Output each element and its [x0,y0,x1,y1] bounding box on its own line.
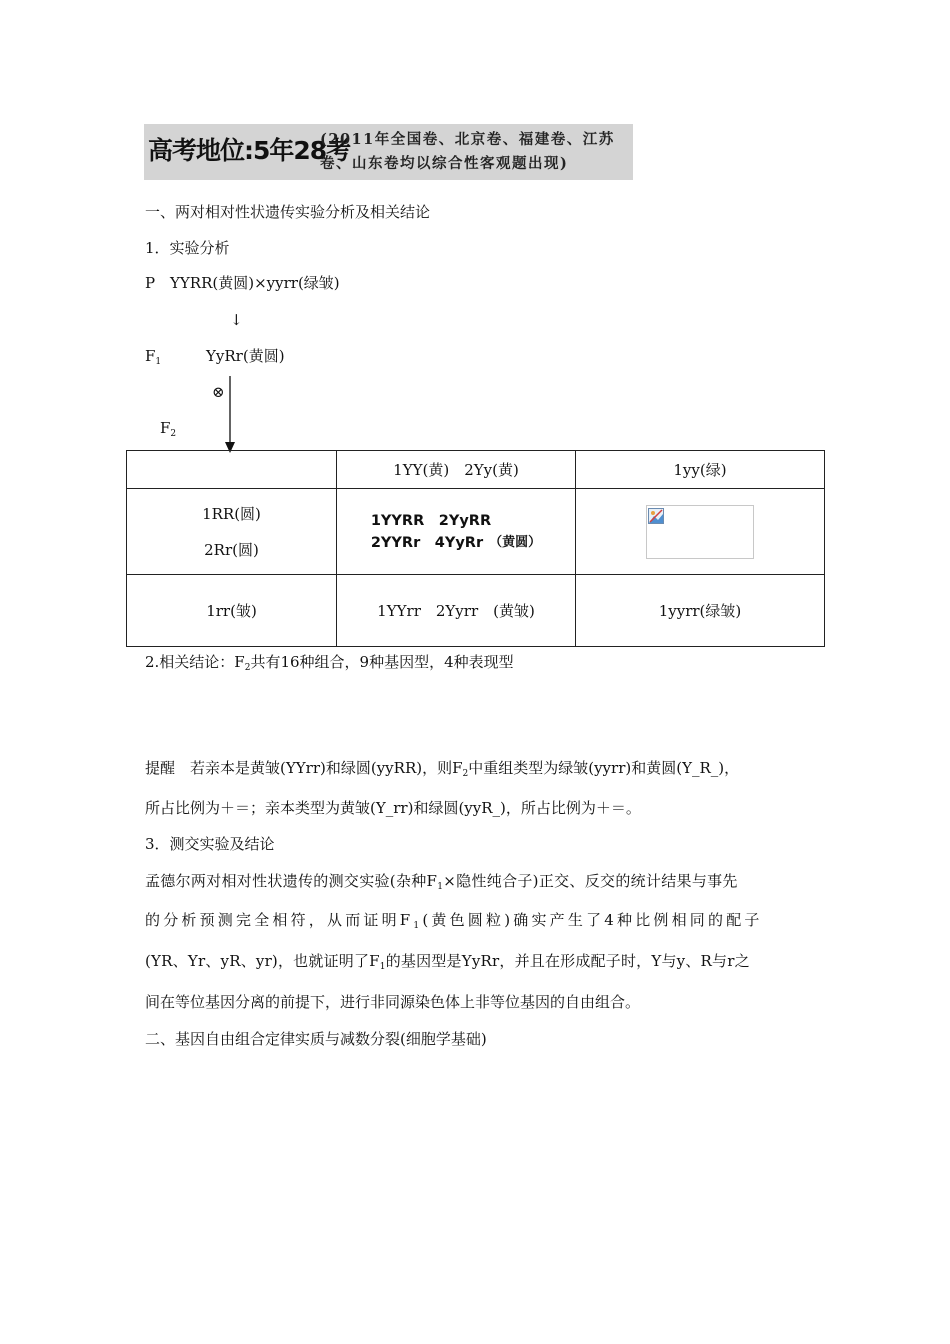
testcross-line4: 间在等位基因分离的前提下，进行非同源染色体上非等位基因的自由组合。 [145,993,641,1011]
related-conclusion: 2.相关结论：$F_2$共有16种组合，9种基因型，4种表现型 [145,653,514,673]
selfing-symbol: ⊗ [212,383,225,401]
subsection-experiment-analysis: 1．实验分析 [145,239,230,257]
broken-image-icon [648,508,664,524]
table-corner-cell [127,451,337,489]
down-arrow: ↓ [230,311,243,329]
table-row-round [127,489,825,575]
f1-genotype: YyRr(黄圆) [206,347,285,365]
banner-note-line1: (2011年全国卷、北京卷、福建卷、江苏 [320,131,615,148]
f1-label: $F_1$ [145,347,162,367]
banner-title: 高考地位:5年28考 [148,136,351,165]
table-row-wrinkled [127,575,825,647]
reminder-line1: 提醒 若亲本是黄皱(YYrr)和绿圆(yyRR)，则$F_2$中重组类型为绿皱(yyrr)和黄圆(Y_R_)， [145,759,740,779]
genotype-line1: 1YYRR 2YyRR [370,512,492,529]
exam-position-banner [144,124,633,180]
testcross-line2: 的分析预测完全相符，从而证明$F_1$(黄色圆粒)确实产生了4种比例相同的配子 [145,911,763,931]
genotype-line2: 2YYRr 4YyRr [370,534,484,551]
cell-green-round [576,489,825,575]
cell-yellow-round [337,489,576,575]
phenotype-yellow-round: （黄圆） [489,534,542,550]
label-rr-round: 1RR(圆) [202,504,261,523]
reminder-line2: 所占比例为＋＝；亲本类型为黄皱(Y_rr)和绿圆(yyR_)，所占比例为＋＝。 [145,799,641,817]
cell-green-wrinkled: 1yyrr(绿皱) [576,575,825,647]
section2-heading: 二、基因自由组合定律实质与减数分裂(细胞学基础) [145,1030,487,1048]
testcross-line1: 孟德尔两对相对性状遗传的测交实验(杂种$F_1\times$隐性纯合子)正交、反交的统计结果与事先 [145,872,738,892]
table-header-green: 1yy(绿) [576,451,825,489]
table-header-yellow: 1YY(黄) 2Yy(黄) [337,451,576,489]
selfing-arrow [220,376,240,454]
missing-image-placeholder [646,505,754,559]
section1-heading: 一、两对相对性状遗传实验分析及相关结论 [145,203,431,221]
f2-combination-table [126,450,825,647]
banner-note-line2: 卷、山东卷均以综合性客观题出现) [320,155,569,172]
cell-yellow-wrinkled: 1YYrr 2Yyrr (黄皱) [337,575,576,647]
table-header-row [127,451,825,489]
label-rr-het-round: 2Rr(圆) [204,540,259,559]
parent-cross: YYRR(黄圆)×yyrr(绿皱) [170,274,340,292]
testcross-heading: 3．测交实验及结论 [145,835,275,853]
f2-label: $F_2$ [160,419,177,439]
table-row-label-round [127,489,337,575]
parent-label: P [145,274,156,292]
table-row-label-wrinkled: 1rr(皱) [127,575,337,647]
testcross-line3: (YR、Yr、yR、yr)，也就证明了$F_1$的基因型是YyRr，并且在形成配子时，Y与y、R与r之 [145,952,750,972]
